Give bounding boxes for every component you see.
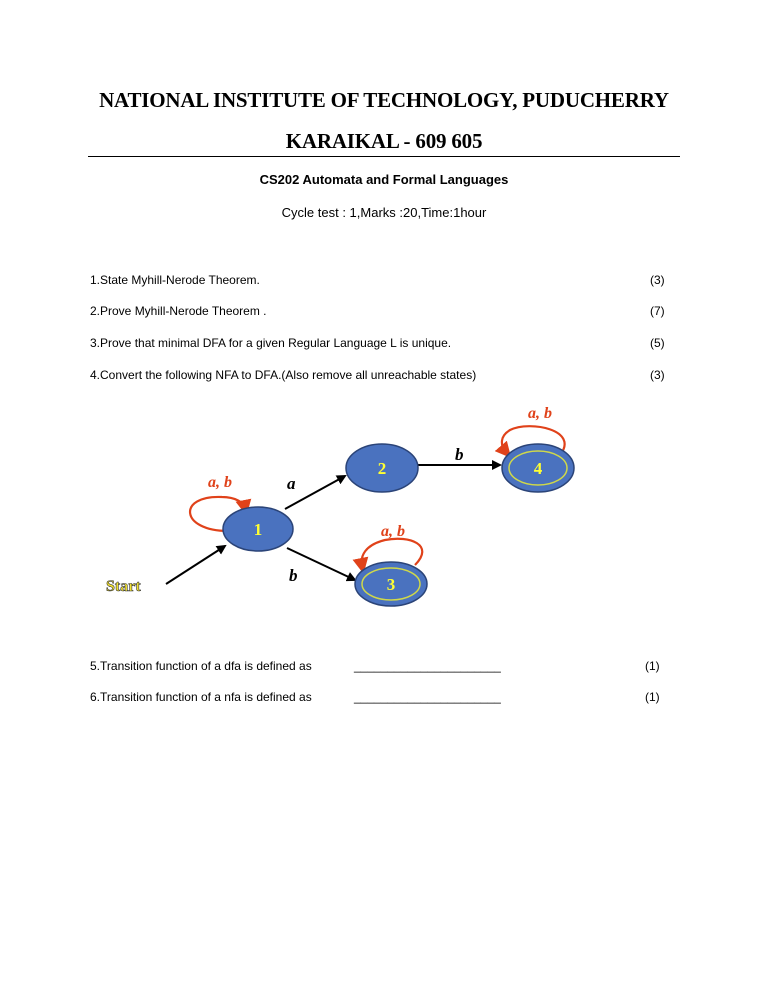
question-5-blank: ______________________ xyxy=(354,659,501,673)
state-2-label: 2 xyxy=(377,459,387,478)
start-arrow xyxy=(166,546,225,584)
institute-title: NATIONAL INSTITUTE OF TECHNOLOGY, PUDUCHERRY xyxy=(99,88,669,112)
course-title: CS202 Automata and Formal Languages xyxy=(259,172,509,187)
loop-3-label: a, b xyxy=(381,523,405,540)
nfa-diagram xyxy=(0,395,768,625)
question-6-marks: (1) xyxy=(645,690,660,704)
loop-4-label: a, b xyxy=(528,405,552,422)
loop-1-label: a, b xyxy=(208,474,232,491)
question-5-marks: (1) xyxy=(645,659,660,673)
state-3-label: 3 xyxy=(386,575,396,594)
header-divider xyxy=(88,156,680,157)
question-2: 2.Prove Myhill-Nerode Theorem . xyxy=(90,304,267,318)
exam-info: Cycle test : 1,Marks :20,Time:1hour xyxy=(281,205,487,220)
question-5: 5.Transition function of a dfa is defined as xyxy=(90,659,312,673)
state-4-label: 4 xyxy=(533,459,543,478)
edge-1-3-label: b xyxy=(289,566,298,585)
question-1-marks: (3) xyxy=(650,273,665,287)
start-label: Start xyxy=(106,578,141,595)
question-3-marks: (5) xyxy=(650,336,665,350)
question-4: 4.Convert the following NFA to DFA.(Also remove all unreachable states) xyxy=(90,368,477,382)
edge-1-2-label: a xyxy=(287,474,296,493)
question-6-blank: ______________________ xyxy=(354,690,501,704)
question-6: 6.Transition function of a nfa is defined as xyxy=(90,690,312,704)
institute-location: KARAIKAL - 609 605 xyxy=(285,129,483,153)
edge-2-4-label: b xyxy=(455,445,464,464)
question-2-marks: (7) xyxy=(650,304,665,318)
question-1: 1.State Myhill-Nerode Theorem. xyxy=(90,273,260,287)
question-4-marks: (3) xyxy=(650,368,665,382)
question-3: 3.Prove that minimal DFA for a given Regular Language L is unique. xyxy=(90,336,452,350)
state-1-label: 1 xyxy=(253,520,263,539)
